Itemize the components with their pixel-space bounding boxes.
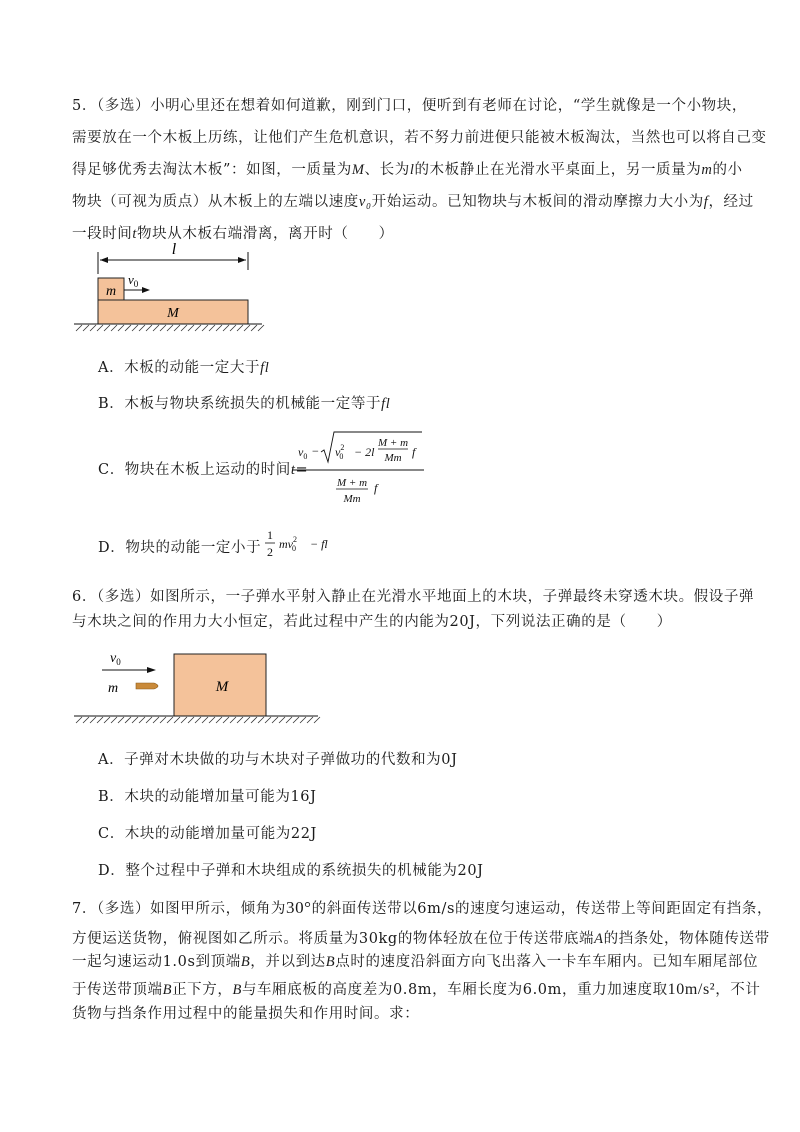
q6-option-d: D．整个过程中子弹和木块组成的系统损失的机械能为20J <box>98 863 484 879</box>
q6-option-b: B．木块的动能增加量可能为16J <box>98 789 317 805</box>
q6-option-a: A．子弹对木块做的功与木块对子弹做功的代数和为0J <box>98 752 458 768</box>
svg-text:M + m: M + m <box>377 437 409 449</box>
svg-text:− 2l: − 2l <box>354 445 375 459</box>
q7-line-1: 7．（多选）如图甲所示，倾角为30°的斜面传送带以6m/s的速度匀速运动，传送带上等间距固定有挡条， <box>72 898 773 917</box>
q5-option-b: B．木板与物块系统损失的机械能一定等于fl <box>98 396 391 412</box>
q5-length-label: l <box>171 241 177 258</box>
q5-line-2: 需要放在一个木板上历练，让他们产生危机意识，若不努力前进便只能被木板淘汰，当然也可以将自己变 <box>72 130 767 146</box>
q7-line-4: 于传送带顶端B正下方，B与车厢底板的高度差为0.8m，车厢长度为6.0m，重力加速度取10m/s²，不计 <box>72 981 761 998</box>
q6-velocity-label: $v_0$ <box>110 651 121 667</box>
svg-text:1: 1 <box>267 528 273 542</box>
q5-option-c: C．物块在木板上运动的时间t= <box>98 462 309 478</box>
q6-line-2: 与木块之间的作用力大小恒定，若此过程中产生的内能为20J，下列说法正确的是（ ） <box>72 614 672 630</box>
svg-text:f: f <box>374 481 378 495</box>
q5-board-label: M <box>167 306 179 321</box>
q6-block-label: M <box>215 679 229 695</box>
q5-figure <box>70 240 270 340</box>
q5-block-label: m <box>105 284 117 299</box>
q6-bullet-label: m <box>108 681 119 696</box>
q6-option-c: C．木块的动能增加量可能为22J <box>98 826 317 842</box>
q7-line-5: 货物与挡条作用过程中的能量损失和作用时间。求： <box>72 1006 420 1022</box>
svg-text:v20: $v^2$ 0 <box>335 443 345 461</box>
svg-text:mv20: $mv^2$ 0 <box>279 535 297 553</box>
svg-text:f: f <box>412 445 416 459</box>
svg-text:M + m: M + m <box>336 477 368 489</box>
q5-line-3: 得足够优秀去淘汰木板”：如图，一质量为M、长为l的木板静止在光滑水平桌面上，另一质量为m的小 <box>72 162 743 178</box>
q5-line-4: 物块（可视为质点）从木板上的左端以速度v₀开始运动。已知物块与木板间的滑动摩擦力大小为f，经过 <box>72 194 754 210</box>
svg-text:Mm: Mm <box>343 493 361 505</box>
svg-text:v0: $v_0$ <box>298 445 308 461</box>
svg-text:−: − <box>312 444 319 458</box>
q5-line-5: 一段时间t物块从木板右端滑离，离开时（ ） <box>72 226 394 242</box>
q6-figure <box>70 640 330 732</box>
svg-text:Mm: Mm <box>384 452 402 464</box>
svg-text:− fl: − fl <box>310 537 328 551</box>
q5-option-d: D．物块的动能一定小于 <box>98 540 262 556</box>
q6-line-1: 6．（多选）如图所示，一子弹水平射入静止在光滑水平地面上的木块，子弹最终未穿透木块。假设子弹 <box>72 589 755 605</box>
q5-line-1: 5．（多选）小明心里还在想着如何道歉，刚到门口，便听到有老师在讨论，“学生就像是一个小物块， <box>72 98 747 114</box>
q5-option-c-formula <box>288 428 428 510</box>
bullet-icon <box>136 683 158 689</box>
q7-line-3: 一起匀速运动1.0s到顶端B，并以到达B点时的速度沿斜面方向飞出落入一卡车车厢内。已知车厢尾部位 <box>72 954 759 970</box>
q5-option-a: A．木板的动能一定大于fl <box>98 360 270 376</box>
q5-velocity-label: $v_0$ <box>128 272 139 289</box>
svg-text:2: 2 <box>267 545 273 559</box>
q7-line-2: 方便运送货物，俯视图如乙所示。将质量为30kg的物体轻放在位于传送带底端A的挡条处，物体随传送带 <box>72 931 770 947</box>
q5-option-d-formula <box>264 526 354 564</box>
